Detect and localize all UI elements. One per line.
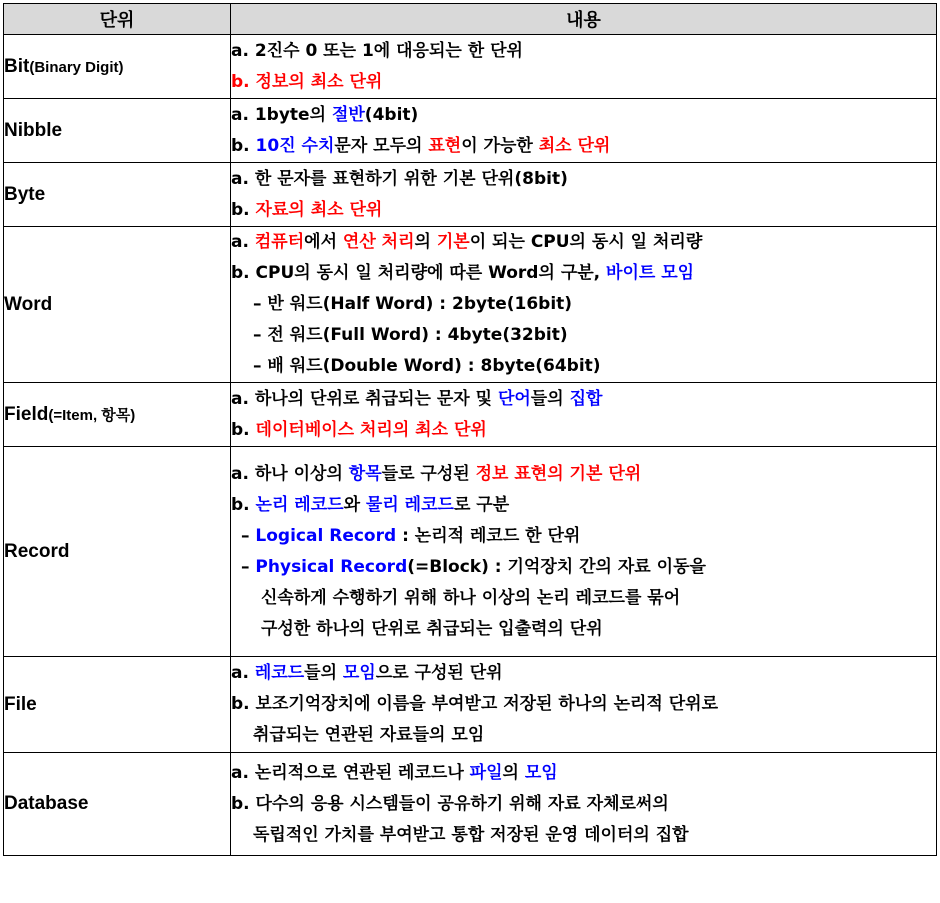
description-line bbox=[231, 583, 936, 614]
text-segment: (4bit) bbox=[364, 104, 419, 125]
text-segment: 들로 구성된 bbox=[381, 463, 476, 484]
text-segment: – 반 워드(Half Word) : 2byte(16bit) bbox=[253, 294, 573, 314]
text-segment: b. 보조기억장치에 이름을 부여받고 저장된 하나의 논리적 단위로 bbox=[231, 694, 719, 714]
description-line bbox=[231, 490, 936, 521]
unit-subtitle: (=Item, 항목) bbox=[48, 406, 136, 424]
text-segment: (=Block) : 기억장치 간의 자료 이동을 bbox=[407, 556, 706, 577]
unit-name: Record bbox=[4, 540, 70, 562]
table-row bbox=[4, 383, 937, 447]
description-line bbox=[231, 658, 936, 689]
description-cell bbox=[231, 35, 937, 99]
text-segment: 문자 모두의 bbox=[334, 135, 429, 156]
description-line bbox=[231, 384, 936, 415]
text-segment: a. bbox=[231, 663, 255, 683]
text-segment: b. bbox=[231, 135, 256, 156]
highlight-blue-text: 모임 bbox=[342, 663, 376, 683]
description-line bbox=[231, 227, 936, 258]
table-row bbox=[4, 227, 937, 383]
highlight-blue-text: 10진 수치 bbox=[255, 135, 335, 156]
text-segment: – 배 워드(Double Word) : 8byte(64bit) bbox=[253, 356, 601, 376]
table-row bbox=[4, 99, 937, 163]
text-segment: a. 1byte의 bbox=[231, 104, 332, 125]
text-segment: a. 2진수 0 또는 1에 대응되는 한 단위 bbox=[231, 40, 523, 61]
highlight-red-text: b. bbox=[231, 71, 256, 92]
highlight-red-text: 정보 표현의 기본 단위 bbox=[475, 463, 642, 484]
text-segment: 의 bbox=[502, 762, 525, 783]
text-segment: 와 bbox=[343, 494, 366, 515]
data-units-table bbox=[3, 3, 937, 856]
unit-cell bbox=[4, 447, 231, 657]
unit-cell bbox=[4, 753, 231, 856]
unit-cell bbox=[4, 163, 231, 227]
description-line bbox=[231, 689, 936, 720]
highlight-red-text: 연산 처리 bbox=[342, 232, 415, 252]
highlight-blue-text: 항목 bbox=[348, 463, 382, 484]
highlight-blue-text: Logical Record bbox=[255, 525, 397, 546]
description-cell bbox=[231, 99, 937, 163]
description-cell bbox=[231, 163, 937, 227]
table-body bbox=[4, 35, 937, 856]
highlight-blue-text: Physical Record bbox=[255, 556, 408, 577]
description-line bbox=[231, 614, 936, 645]
text-segment: a. 한 문자를 표현하기 위한 기본 단위(8bit) bbox=[231, 168, 568, 189]
text-segment: 로 구분 bbox=[453, 494, 510, 515]
description-line bbox=[231, 351, 936, 382]
text-segment: 에서 bbox=[304, 232, 343, 252]
text-segment: 신속하게 수행하기 위해 하나 이상의 논리 레코드를 묶어 bbox=[261, 587, 681, 608]
unit-name: Field bbox=[4, 403, 49, 425]
description-cell bbox=[231, 383, 937, 447]
unit-name: Bit bbox=[4, 55, 30, 77]
text-segment: 독립적인 가치를 부여받고 통합 저장된 운영 데이터의 집합 bbox=[253, 824, 689, 845]
highlight-blue-text: 절반 bbox=[331, 104, 365, 125]
description-line bbox=[231, 131, 936, 162]
highlight-red-text: 컴퓨터 bbox=[254, 232, 305, 252]
highlight-red-text: 정보의 최소 단위 bbox=[255, 71, 383, 92]
highlight-blue-text: 단어 bbox=[497, 388, 531, 409]
text-segment: a. 하나 이상의 bbox=[231, 463, 349, 484]
description-line bbox=[231, 720, 936, 751]
description-line bbox=[231, 67, 936, 98]
description-line bbox=[231, 100, 936, 131]
highlight-blue-text: 논리 레코드 bbox=[255, 494, 344, 515]
highlight-blue-text: 파일 bbox=[469, 762, 503, 783]
highlight-red-text: 표현 bbox=[428, 135, 462, 156]
text-segment: b. bbox=[231, 494, 256, 515]
text-segment: – bbox=[241, 525, 256, 546]
text-segment: : 논리적 레코드 한 단위 bbox=[396, 525, 581, 546]
text-segment: b. CPU의 동시 일 처리량에 따른 Word의 구분, bbox=[231, 263, 607, 283]
header-row bbox=[4, 4, 937, 35]
text-segment: 들의 bbox=[304, 663, 343, 683]
text-segment: b. 다수의 응용 시스템들이 공유하기 위해 자료 자체로써의 bbox=[231, 793, 669, 814]
text-segment: 취급되는 연관된 자료들의 모임 bbox=[253, 725, 485, 745]
text-segment: a. 하나의 단위로 취급되는 문자 및 bbox=[231, 388, 498, 409]
header-content: 내용 bbox=[231, 4, 937, 35]
description-line bbox=[231, 415, 936, 446]
description-cell bbox=[231, 227, 937, 383]
unit-cell bbox=[4, 383, 231, 447]
text-segment: – bbox=[241, 556, 256, 577]
description-line bbox=[231, 758, 936, 789]
description-line bbox=[231, 820, 936, 851]
text-segment: a. 논리적으로 연관된 레코드나 bbox=[231, 762, 470, 783]
unit-name: Nibble bbox=[4, 119, 63, 141]
description-line bbox=[231, 459, 936, 490]
text-segment: 으로 구성된 단위 bbox=[375, 663, 503, 683]
text-segment: 의 bbox=[414, 232, 437, 252]
header-unit: 단위 bbox=[4, 4, 231, 35]
unit-name: Byte bbox=[4, 183, 46, 205]
highlight-blue-text: 집합 bbox=[569, 388, 603, 409]
unit-cell bbox=[4, 99, 231, 163]
highlight-red-text: 기본 bbox=[436, 232, 470, 252]
description-cell bbox=[231, 753, 937, 856]
description-line bbox=[231, 36, 936, 67]
highlight-blue-text: 바이트 모임 bbox=[606, 263, 695, 283]
unit-cell bbox=[4, 657, 231, 753]
highlight-red-text: 자료의 최소 단위 bbox=[255, 199, 383, 220]
description-cell bbox=[231, 447, 937, 657]
description-line bbox=[231, 521, 936, 552]
unit-subtitle: (Binary Digit) bbox=[29, 58, 124, 76]
text-segment: b. bbox=[231, 419, 256, 440]
unit-name: Word bbox=[4, 293, 53, 315]
table-row bbox=[4, 163, 937, 227]
description-cell bbox=[231, 657, 937, 753]
table-row bbox=[4, 753, 937, 856]
text-segment: 이 되는 CPU의 동시 일 처리량 bbox=[469, 232, 703, 252]
text-segment: 들의 bbox=[530, 388, 570, 409]
text-segment: 구성한 하나의 단위로 취급되는 입출력의 단위 bbox=[261, 618, 603, 639]
text-segment: 이 가능한 bbox=[461, 135, 539, 156]
unit-name: File bbox=[4, 693, 37, 715]
description-line bbox=[231, 320, 936, 351]
table-row bbox=[4, 657, 937, 753]
highlight-red-text: 데이터베이스 처리의 최소 단위 bbox=[255, 419, 487, 440]
text-segment: b. bbox=[231, 199, 256, 220]
description-line bbox=[231, 552, 936, 583]
table-row bbox=[4, 35, 937, 99]
description-line bbox=[231, 289, 936, 320]
table-row bbox=[4, 447, 937, 657]
text-segment: a. bbox=[231, 232, 255, 252]
description-line bbox=[231, 258, 936, 289]
unit-cell bbox=[4, 227, 231, 383]
description-line bbox=[231, 789, 936, 820]
unit-cell bbox=[4, 35, 231, 99]
highlight-blue-text: 물리 레코드 bbox=[365, 494, 454, 515]
highlight-blue-text: 레코드 bbox=[254, 663, 305, 683]
highlight-red-text: 최소 단위 bbox=[538, 135, 611, 156]
description-line bbox=[231, 195, 936, 226]
text-segment: – 전 워드(Full Word) : 4byte(32bit) bbox=[253, 325, 568, 345]
highlight-blue-text: 모임 bbox=[524, 762, 558, 783]
unit-name: Database bbox=[4, 793, 89, 814]
description-line bbox=[231, 164, 936, 195]
